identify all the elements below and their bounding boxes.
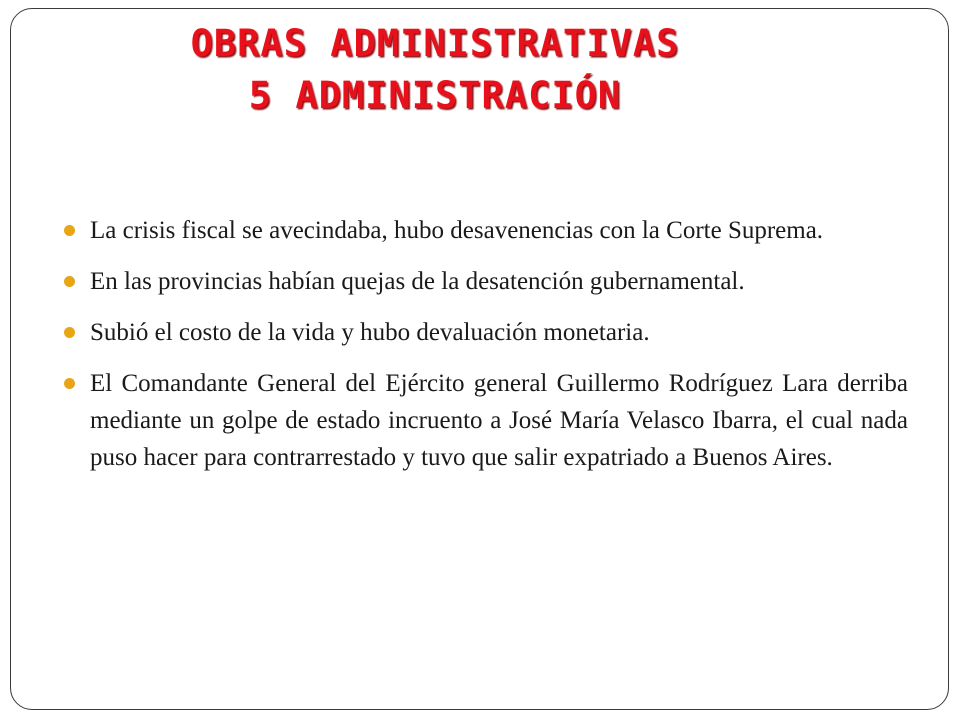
bullet-item-3 xyxy=(62,314,908,351)
bullet-text-3: Subió el costo de la vida y hubo devaluación monetaria. xyxy=(90,319,650,346)
bullet-item-4 xyxy=(62,365,908,476)
bullet-dot-icon xyxy=(64,378,75,389)
bullet-dot-icon xyxy=(64,327,75,338)
bullet-text-2: En las provincias habían quejas de la desatención gubernamental. xyxy=(90,268,745,295)
bullet-list xyxy=(62,212,908,490)
bullet-text-4: El Comandante General del Ejército general Guillermo Rodríguez Lara derriba mediante un golpe de estado incruento a José María Velasco Ibarra, el cual nada puso hacer para contrarrestado y tuvo que salir expatriado a Buenos Aires. xyxy=(90,370,908,471)
bullet-text-1: La crisis fiscal se avecindaba, hubo desavenencias con la Corte Suprema. xyxy=(90,217,824,244)
slide-title xyxy=(0,18,960,122)
bullet-item-2 xyxy=(62,263,908,300)
title-line-2: 5 ADMINISTRACIÓN xyxy=(248,74,622,117)
bullet-dot-icon xyxy=(64,276,75,287)
bullet-item-1 xyxy=(62,212,908,249)
title-line-1: OBRAS ADMINISTRATIVAS xyxy=(190,22,680,65)
bullet-dot-icon xyxy=(64,225,75,236)
